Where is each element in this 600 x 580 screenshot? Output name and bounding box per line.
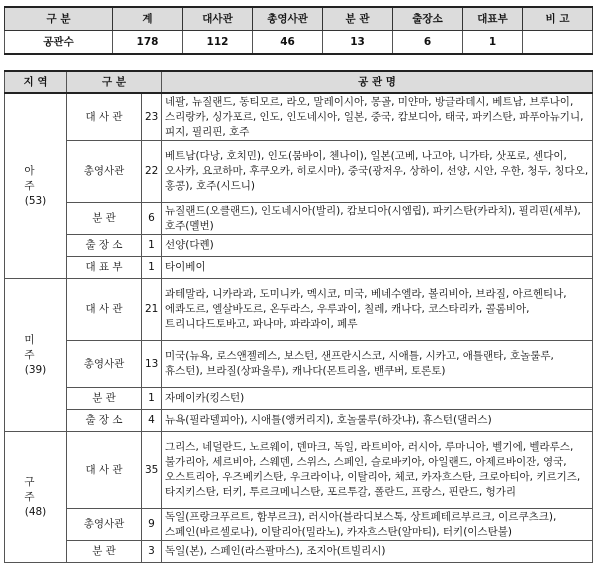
summary-office-count: 6 <box>393 31 463 55</box>
summary-data-row <box>5 31 593 55</box>
region-europe <box>5 432 67 563</box>
table-row <box>5 388 593 410</box>
count-cell: 23 <box>142 93 162 141</box>
summary-consulate-count: 46 <box>253 31 323 55</box>
mission-list-cell: 독일(프랑크푸르트, 함부르크), 러시아(블라디보스톡, 상트페테르부르크, 이르쿠츠크), 스페인(바르셀로나), 이탈리아(밀라노), 카자흐스탄(알마티), 터키(이스탄불) <box>162 509 593 541</box>
count-cell: 1 <box>142 388 162 410</box>
count-cell: 13 <box>142 341 162 388</box>
summary-label: 공관수 <box>5 31 113 55</box>
category-cell: 총영사관 <box>67 509 142 541</box>
summary-mission-count: 1 <box>463 31 523 55</box>
summary-header-mission: 대표부 <box>463 7 523 31</box>
mission-list-cell: 뉴질랜드(오클랜드), 인도네시아(발리), 캄보디아(시엠립), 파키스탄(카라치), 필리핀(세부), 호주(멜번) <box>162 203 593 235</box>
table-row <box>5 203 593 235</box>
region-americas <box>5 279 67 432</box>
count-cell: 22 <box>142 141 162 203</box>
detail-header-missions: 공 관 명 <box>162 71 593 93</box>
mission-list-cell: 자메이카(킹스턴) <box>162 388 593 410</box>
category-cell: 대 사 관 <box>67 432 142 509</box>
count-cell: 21 <box>142 279 162 341</box>
table-row <box>5 541 593 563</box>
count-cell: 3 <box>142 541 162 563</box>
mission-list-cell: 미국(뉴욕, 로스앤젤레스, 보스턴, 샌프란시스코, 시애틀, 시카고, 애틀랜타, 호놀룰루, 휴스턴), 브라질(상파울루), 캐나다(몬트리올, 밴쿠버, 토론토) <box>162 341 593 388</box>
table-row <box>5 509 593 541</box>
mission-list-cell: 과테말라, 니카라과, 도미니카, 멕시코, 미국, 베네수엘라, 볼리비아, 브라질, 아르헨티나, 에콰도르, 엘살바도르, 온두라스, 우루과이, 칠레, 캐나다, 코스타리카, 콜롬비아, 트리니다드토바고, 파나마, 파라과이, 페루 <box>162 279 593 341</box>
region-count: (48) <box>24 505 47 518</box>
summary-branch-count: 13 <box>323 31 393 55</box>
mission-list-cell: 그리스, 네덜란드, 노르웨이, 덴마크, 독일, 라트비아, 러시아, 루마니아, 벨기에, 벨라루스, 불가리아, 세르비아, 스웨덴, 스위스, 스페인, 슬로바키아, 아일랜드, 아제르바이잔, 영국, 오스트리아, 우즈베키스탄, 우크라이나, 이탈리아, 체코, 카자흐스탄, 크로아티아, 키르기즈, 타지키스탄, 터키, 투르크메니스탄, 포르투갈, 폴란드, 프랑스, 핀란드, 헝가리 <box>162 432 593 509</box>
table-row <box>5 257 593 279</box>
table-row <box>5 341 593 388</box>
summary-header-row <box>5 7 593 31</box>
category-cell: 대 사 관 <box>67 93 142 141</box>
summary-embassy-count: 112 <box>183 31 253 55</box>
summary-header-embassy: 대사관 <box>183 7 253 31</box>
mission-list-cell: 독일(본), 스페인(라스팔마스), 조지아(트빌리시) <box>162 541 593 563</box>
category-cell: 분 관 <box>67 388 142 410</box>
table-row <box>5 279 593 341</box>
count-cell: 35 <box>142 432 162 509</box>
summary-header-total: 계 <box>113 7 183 31</box>
detail-header-row <box>5 71 593 93</box>
region-name: 아 주 <box>24 164 47 192</box>
table-row <box>5 141 593 203</box>
count-cell: 9 <box>142 509 162 541</box>
summary-header-remarks: 비 고 <box>523 7 593 31</box>
mission-list-cell: 뉴욕(필라델피아), 시애틀(앵커리지), 호놀룰루(하갓냐), 휴스턴(댈러스) <box>162 410 593 432</box>
detail-header-category: 구 분 <box>67 71 162 93</box>
detail-table <box>4 70 593 563</box>
category-cell: 출 장 소 <box>67 235 142 257</box>
mission-list-cell: 네팔, 뉴질랜드, 동티모르, 라오, 말레이시아, 몽골, 미얀마, 방글라데시, 베트남, 브루나이, 스리랑카, 싱가포르, 인도, 인도네시아, 일본, 중국, 캄보디아, 태국, 파키스탄, 파푸아뉴기니, 피지, 필리핀, 호주 <box>162 93 593 141</box>
count-cell: 1 <box>142 235 162 257</box>
summary-header-branch: 분 관 <box>323 7 393 31</box>
summary-table <box>4 6 593 55</box>
category-cell: 출 장 소 <box>67 410 142 432</box>
table-row <box>5 235 593 257</box>
mission-list-cell: 베트남(다낭, 호치민), 인도(뭄바이, 첸나이), 일본(고베, 나고야, 니가타, 삿포로, 센다이, 오사카, 요코하마, 후쿠오카, 히로시마), 중국(광저우, 상하이, 선양, 시안, 우한, 청두, 칭다오, 홍콩), 호주(시드니) <box>162 141 593 203</box>
detail-header-region: 지 역 <box>5 71 67 93</box>
table-row <box>5 432 593 509</box>
category-cell: 대 표 부 <box>67 257 142 279</box>
count-cell: 1 <box>142 257 162 279</box>
table-row <box>5 410 593 432</box>
region-name: 구 주 <box>24 475 47 503</box>
count-cell: 4 <box>142 410 162 432</box>
mission-list-cell: 타이베이 <box>162 257 593 279</box>
category-cell: 총영사관 <box>67 341 142 388</box>
summary-total: 178 <box>113 31 183 55</box>
count-cell: 6 <box>142 203 162 235</box>
region-count: (53) <box>24 194 47 207</box>
summary-header-consulate-general: 총영사관 <box>253 7 323 31</box>
region-asia <box>5 93 67 279</box>
category-cell: 분 관 <box>67 541 142 563</box>
category-cell: 대 사 관 <box>67 279 142 341</box>
summary-remarks <box>523 31 593 55</box>
table-row <box>5 93 593 141</box>
category-cell: 총영사관 <box>67 141 142 203</box>
summary-header-category: 구 분 <box>5 7 113 31</box>
region-count: (39) <box>24 363 47 376</box>
region-name: 미 주 <box>24 333 47 361</box>
summary-header-office: 출장소 <box>393 7 463 31</box>
mission-list-cell: 선양(다롄) <box>162 235 593 257</box>
category-cell: 분 관 <box>67 203 142 235</box>
